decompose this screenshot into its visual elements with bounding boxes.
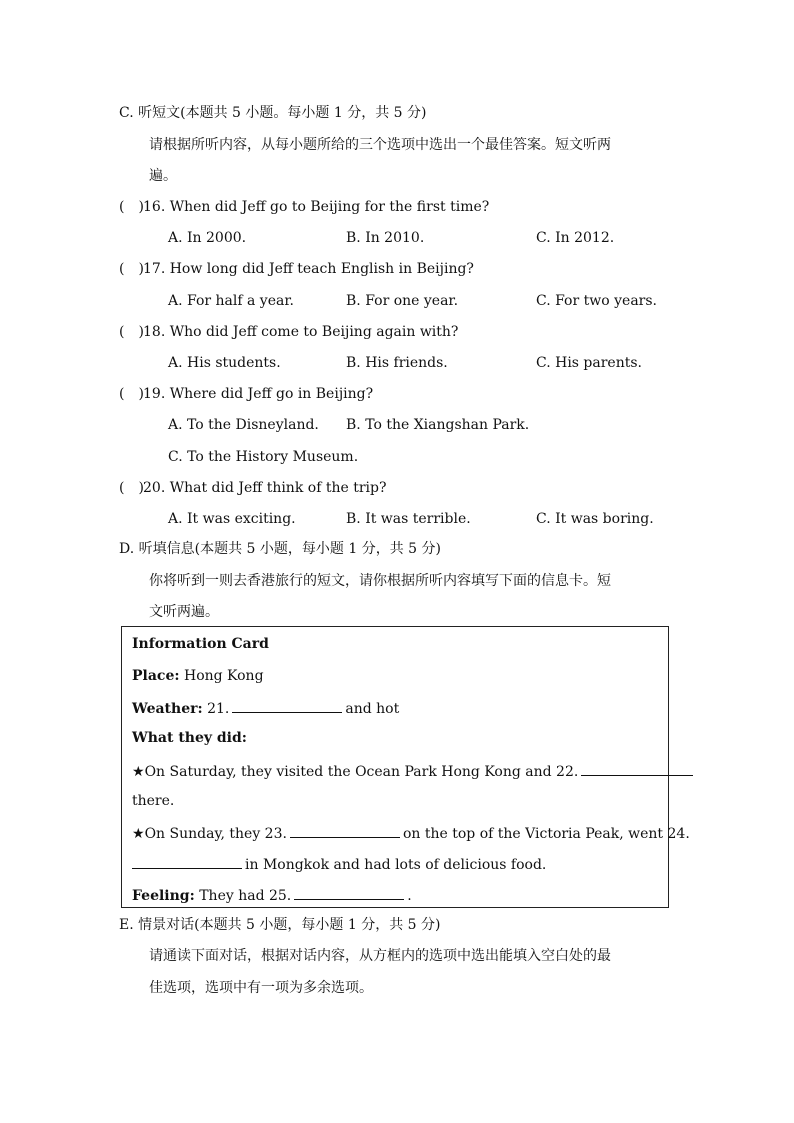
option-b: B. His friends. bbox=[346, 355, 448, 371]
what-they-did-label: What they did: bbox=[132, 730, 247, 746]
place-label: Place: bbox=[132, 668, 180, 684]
sunday-continued bbox=[132, 854, 546, 874]
question-17 bbox=[119, 260, 474, 278]
section-e-heading: E. 情景对话(本题共 5 小题，每小题 1 分，共 5 分) bbox=[119, 917, 441, 933]
option-a: A. For half a year. bbox=[168, 293, 294, 309]
weather-number: 21. bbox=[202, 701, 230, 717]
answer-paren: ( ) bbox=[119, 480, 144, 496]
question-18 bbox=[119, 323, 458, 341]
option-c: C. For two years. bbox=[536, 293, 657, 309]
answer-paren: ( ) bbox=[119, 261, 144, 277]
option-a: A. In 2000. bbox=[168, 230, 247, 246]
option-c: C. To the History Museum. bbox=[168, 449, 359, 465]
card-place-row bbox=[132, 667, 264, 685]
option-a: A. It was exciting. bbox=[168, 511, 296, 527]
question-text: 16. When did Jeff go to Beijing for the first time? bbox=[143, 199, 490, 215]
option-c: C. In 2012. bbox=[536, 230, 615, 246]
sunday-text-a: On Sunday, they 23. bbox=[144, 826, 287, 842]
option-b: B. In 2010. bbox=[346, 230, 425, 246]
option-b: B. For one year. bbox=[346, 293, 459, 309]
question-text: 17. How long did Jeff teach English in Beijing? bbox=[143, 261, 474, 277]
sunday-cont-text: in Mongkok and had lots of delicious food. bbox=[245, 857, 547, 873]
answer-blank-25[interactable] bbox=[294, 885, 404, 900]
sunday-row bbox=[132, 823, 690, 843]
answer-blank-23[interactable] bbox=[290, 823, 400, 838]
question-text: 19. Where did Jeff go in Beijing? bbox=[143, 386, 374, 402]
card-weather-row bbox=[132, 698, 399, 718]
option-c: C. It was boring. bbox=[536, 511, 654, 527]
section-d-instruction-1: 你将听到一则去香港旅行的短文，请你根据所听内容填写下面的信息卡。短 bbox=[149, 573, 611, 589]
star-icon: ★ bbox=[132, 764, 145, 780]
section-d-heading: D. 听填信息(本题共 5 小题，每小题 1 分，共 5 分) bbox=[119, 541, 441, 557]
feeling-label: Feeling: bbox=[132, 888, 195, 904]
section-c-instruction-2: 遍。 bbox=[149, 168, 177, 184]
answer-paren: ( ) bbox=[119, 199, 144, 215]
option-b: B. It was terrible. bbox=[346, 511, 471, 527]
sunday-text-b: on the top of the Victoria Peak, went 24. bbox=[402, 826, 690, 842]
answer-blank-24[interactable] bbox=[132, 854, 242, 869]
section-c-instruction-1: 请根据所听内容，从每小题所给的三个选项中选出一个最佳答案。短文听两 bbox=[149, 137, 611, 153]
feeling-row bbox=[132, 885, 412, 905]
saturday-row bbox=[132, 761, 696, 781]
question-16 bbox=[119, 198, 489, 216]
answer-blank-22[interactable] bbox=[581, 761, 693, 776]
section-e-instruction-2: 佳选项，选项中有一项为多余选项。 bbox=[149, 980, 373, 996]
question-text: 20. What did Jeff think of the trip? bbox=[143, 480, 387, 496]
section-d-instruction-2: 文听两遍。 bbox=[149, 604, 219, 620]
option-c: C. His parents. bbox=[536, 355, 642, 371]
feeling-end: . bbox=[407, 888, 412, 904]
weather-label: Weather: bbox=[132, 701, 203, 717]
question-text: 18. Who did Jeff come to Beijing again with? bbox=[143, 324, 459, 340]
option-b: B. To the Xiangshan Park. bbox=[346, 417, 530, 433]
place-value: Hong Kong bbox=[179, 668, 264, 684]
option-a: A. His students. bbox=[168, 355, 281, 371]
feeling-text: They had 25. bbox=[194, 888, 292, 904]
star-icon: ★ bbox=[132, 826, 145, 842]
answer-paren: ( ) bbox=[119, 324, 144, 340]
saturday-text: On Saturday, they visited the Ocean Park Hong Kong and 22. bbox=[144, 764, 579, 780]
question-19 bbox=[119, 385, 373, 403]
option-a: A. To the Disneyland. bbox=[168, 417, 319, 433]
question-20 bbox=[119, 479, 386, 497]
card-title: Information Card bbox=[132, 636, 269, 652]
answer-paren: ( ) bbox=[119, 386, 144, 402]
section-c-heading: C. 听短文(本题共 5 小题。每小题 1 分，共 5 分) bbox=[119, 105, 427, 121]
section-e-instruction-1: 请通读下面对话，根据对话内容，从方框内的选项中选出能填入空白处的最 bbox=[149, 948, 611, 964]
answer-blank-21[interactable] bbox=[232, 698, 342, 713]
weather-after: and hot bbox=[345, 701, 400, 717]
information-card bbox=[121, 626, 690, 908]
saturday-continued: there. bbox=[132, 793, 175, 809]
